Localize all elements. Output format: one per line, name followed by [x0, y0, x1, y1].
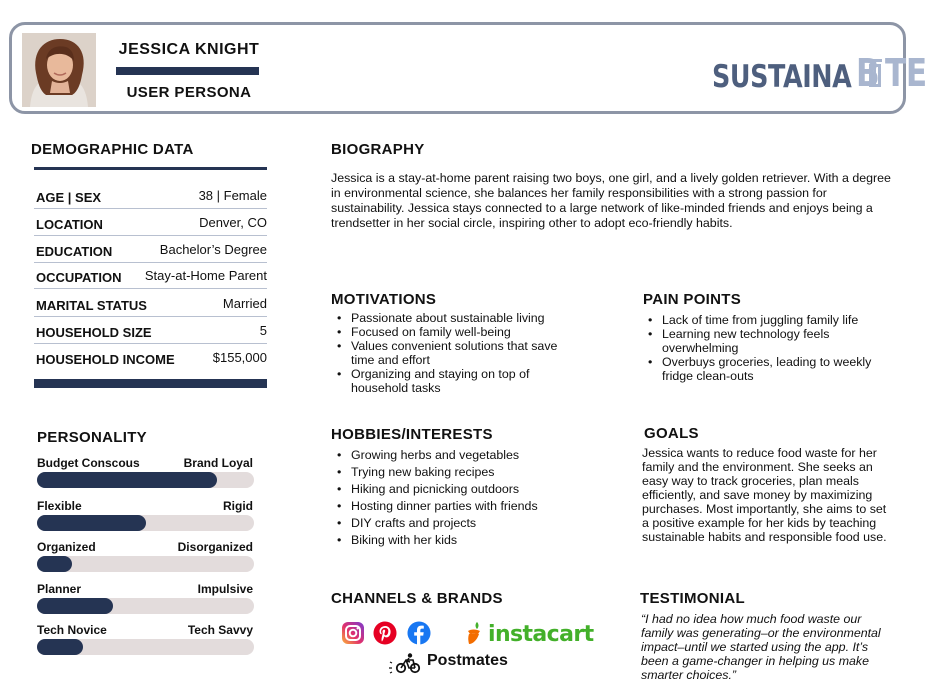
demographic-bottom-bar: [34, 379, 267, 388]
pinterest-icon: [373, 621, 397, 650]
demographic-value: 5: [259, 323, 267, 338]
logo-text-part2: B: [856, 51, 880, 95]
trait-slider-fill: [37, 598, 113, 614]
testimonial-text: “I had no idea how much food waste our family was generating–or the environmental impact–until we started using the app. It’s been a game-changer in helping us make smarter choices.”: [641, 612, 881, 682]
pain-point-item: • Lack of time from juggling family life: [642, 313, 882, 327]
name-divider: [116, 67, 259, 75]
demographic-row: [34, 290, 267, 317]
goals-title: GOALS: [644, 425, 699, 442]
demographic-row: [34, 209, 267, 236]
trait-left-label: Tech Novice: [37, 623, 107, 637]
logo-text-part3: TE: [884, 51, 927, 95]
trait-slider-track: [37, 639, 254, 655]
persona-header: [9, 22, 927, 114]
trait-right-label: Rigid: [223, 499, 253, 513]
instacart-icon: [463, 620, 487, 651]
channels-title: CHANNELS & BRANDS: [331, 590, 503, 607]
demographic-row: [34, 236, 267, 263]
biography-text: Jessica is a stay-at-home parent raising two boys, one girl, and a lively golden retriever. With a degree in environmental science, she balances her family responsibilities with a strong passion for sustainability. Jessica stays connected to a large network of like-minded friends and enjoys being a trendsetter in her social circle, inspiring other to adopt eco-friendly habits.: [331, 171, 891, 230]
trait-left-label: Planner: [37, 582, 82, 596]
trait-slider-fill: [37, 556, 72, 572]
demographic-value: Bachelor’s Degree: [159, 242, 267, 257]
demographic-label: EDUCATION: [36, 244, 113, 259]
pain-points-title: PAIN POINTS: [643, 291, 742, 308]
motivations-title: MOTIVATIONS: [331, 291, 437, 308]
logo-text-part1: SUSTAINA: [712, 59, 852, 95]
demographic-row: [34, 262, 267, 289]
hobbies-list: [331, 448, 591, 550]
hobby-item: • Biking with her kids: [331, 533, 591, 547]
trait-right-label: Disorganized: [177, 540, 253, 554]
motivation-item: • Passionate about sustainable living: [331, 311, 576, 325]
hobby-item: • Hiking and picnicking outdoors: [331, 482, 591, 496]
trait-slider-track: [37, 515, 254, 531]
demographic-value: Married: [222, 296, 267, 311]
trait-slider-fill: [37, 515, 146, 531]
demographic-label: HOUSEHOLD INCOME: [36, 352, 175, 367]
sustainabite-logo: [712, 45, 935, 95]
postmates-icon: [388, 652, 424, 681]
hobbies-title: HOBBIES/INTERESTS: [331, 426, 493, 443]
persona-role: USER PERSONA: [126, 84, 252, 101]
postmates-wordmark: Postmates: [427, 652, 508, 669]
demographic-label: LOCATION: [36, 217, 103, 232]
persona-name: JESSICA KNIGHT: [118, 41, 260, 58]
trait-left-label: Budget Conscous: [37, 456, 140, 470]
trait-left-label: Flexible: [37, 499, 82, 513]
trait-slider-track: [37, 598, 254, 614]
demographic-row: [34, 344, 267, 371]
trait-slider-track: [37, 472, 254, 488]
pain-points-list: [642, 313, 882, 383]
trait-right-label: Impulsive: [197, 582, 253, 596]
demographic-label: MARITAL STATUS: [36, 298, 147, 313]
demographic-label: AGE | SEX: [36, 190, 102, 205]
pain-point-item: • Overbuys groceries, leading to weekly fridge clean-outs: [642, 355, 882, 383]
trait-left-label: Organized: [37, 540, 96, 554]
demographic-value: Denver, CO: [199, 215, 267, 230]
motivation-item: • Organizing and staying on top of household tasks: [331, 367, 576, 395]
demographic-value: Stay-at-Home Parent: [144, 268, 267, 283]
hobby-item: • Growing herbs and vegetables: [331, 448, 591, 462]
demographic-value: 38 | Female: [198, 188, 267, 203]
trait-right-label: Brand Loyal: [183, 456, 253, 470]
personality-title: PERSONALITY: [37, 429, 147, 446]
instagram-icon: [341, 621, 365, 650]
demographic-row: [34, 317, 267, 344]
trait-slider-fill: [37, 472, 217, 488]
demographic-title: DEMOGRAPHIC DATA: [31, 141, 194, 158]
avatar: [22, 33, 96, 107]
motivations-list: [331, 311, 576, 395]
motivation-item: • Values convenient solutions that save time and effort: [331, 339, 576, 367]
demographic-row: [34, 182, 267, 209]
biography-title: BIOGRAPHY: [331, 141, 425, 158]
demographic-label: HOUSEHOLD SIZE: [36, 325, 152, 340]
instacart-wordmark: instacart: [488, 622, 594, 647]
demographic-top-bar: [34, 167, 267, 170]
trait-slider-track: [37, 556, 254, 572]
hobby-item: • Trying new baking recipes: [331, 465, 591, 479]
brand-icons: [340, 620, 594, 680]
trait-right-label: Tech Savvy: [187, 623, 253, 637]
demographic-value: $155,000: [212, 350, 267, 365]
pain-point-item: • Learning new technology feels overwhelming: [642, 327, 882, 355]
demographic-label: OCCUPATION: [36, 270, 122, 285]
testimonial-title: TESTIMONIAL: [640, 590, 745, 607]
trait-slider-fill: [37, 639, 83, 655]
motivation-item: • Focused on family well-being: [331, 325, 576, 339]
hobby-item: • DIY crafts and projects: [331, 516, 591, 530]
hobby-item: • Hosting dinner parties with friends: [331, 499, 591, 513]
facebook-icon: [407, 621, 431, 650]
goals-text: Jessica wants to reduce food waste for her family and the environment. She seeks an easy way to track groceries, plan meals efficiently, and save money by maximizing purchases. Most importantly, she aims to set a positive example for her kids by teaching sustainable habits and responsible food use.: [642, 446, 887, 544]
